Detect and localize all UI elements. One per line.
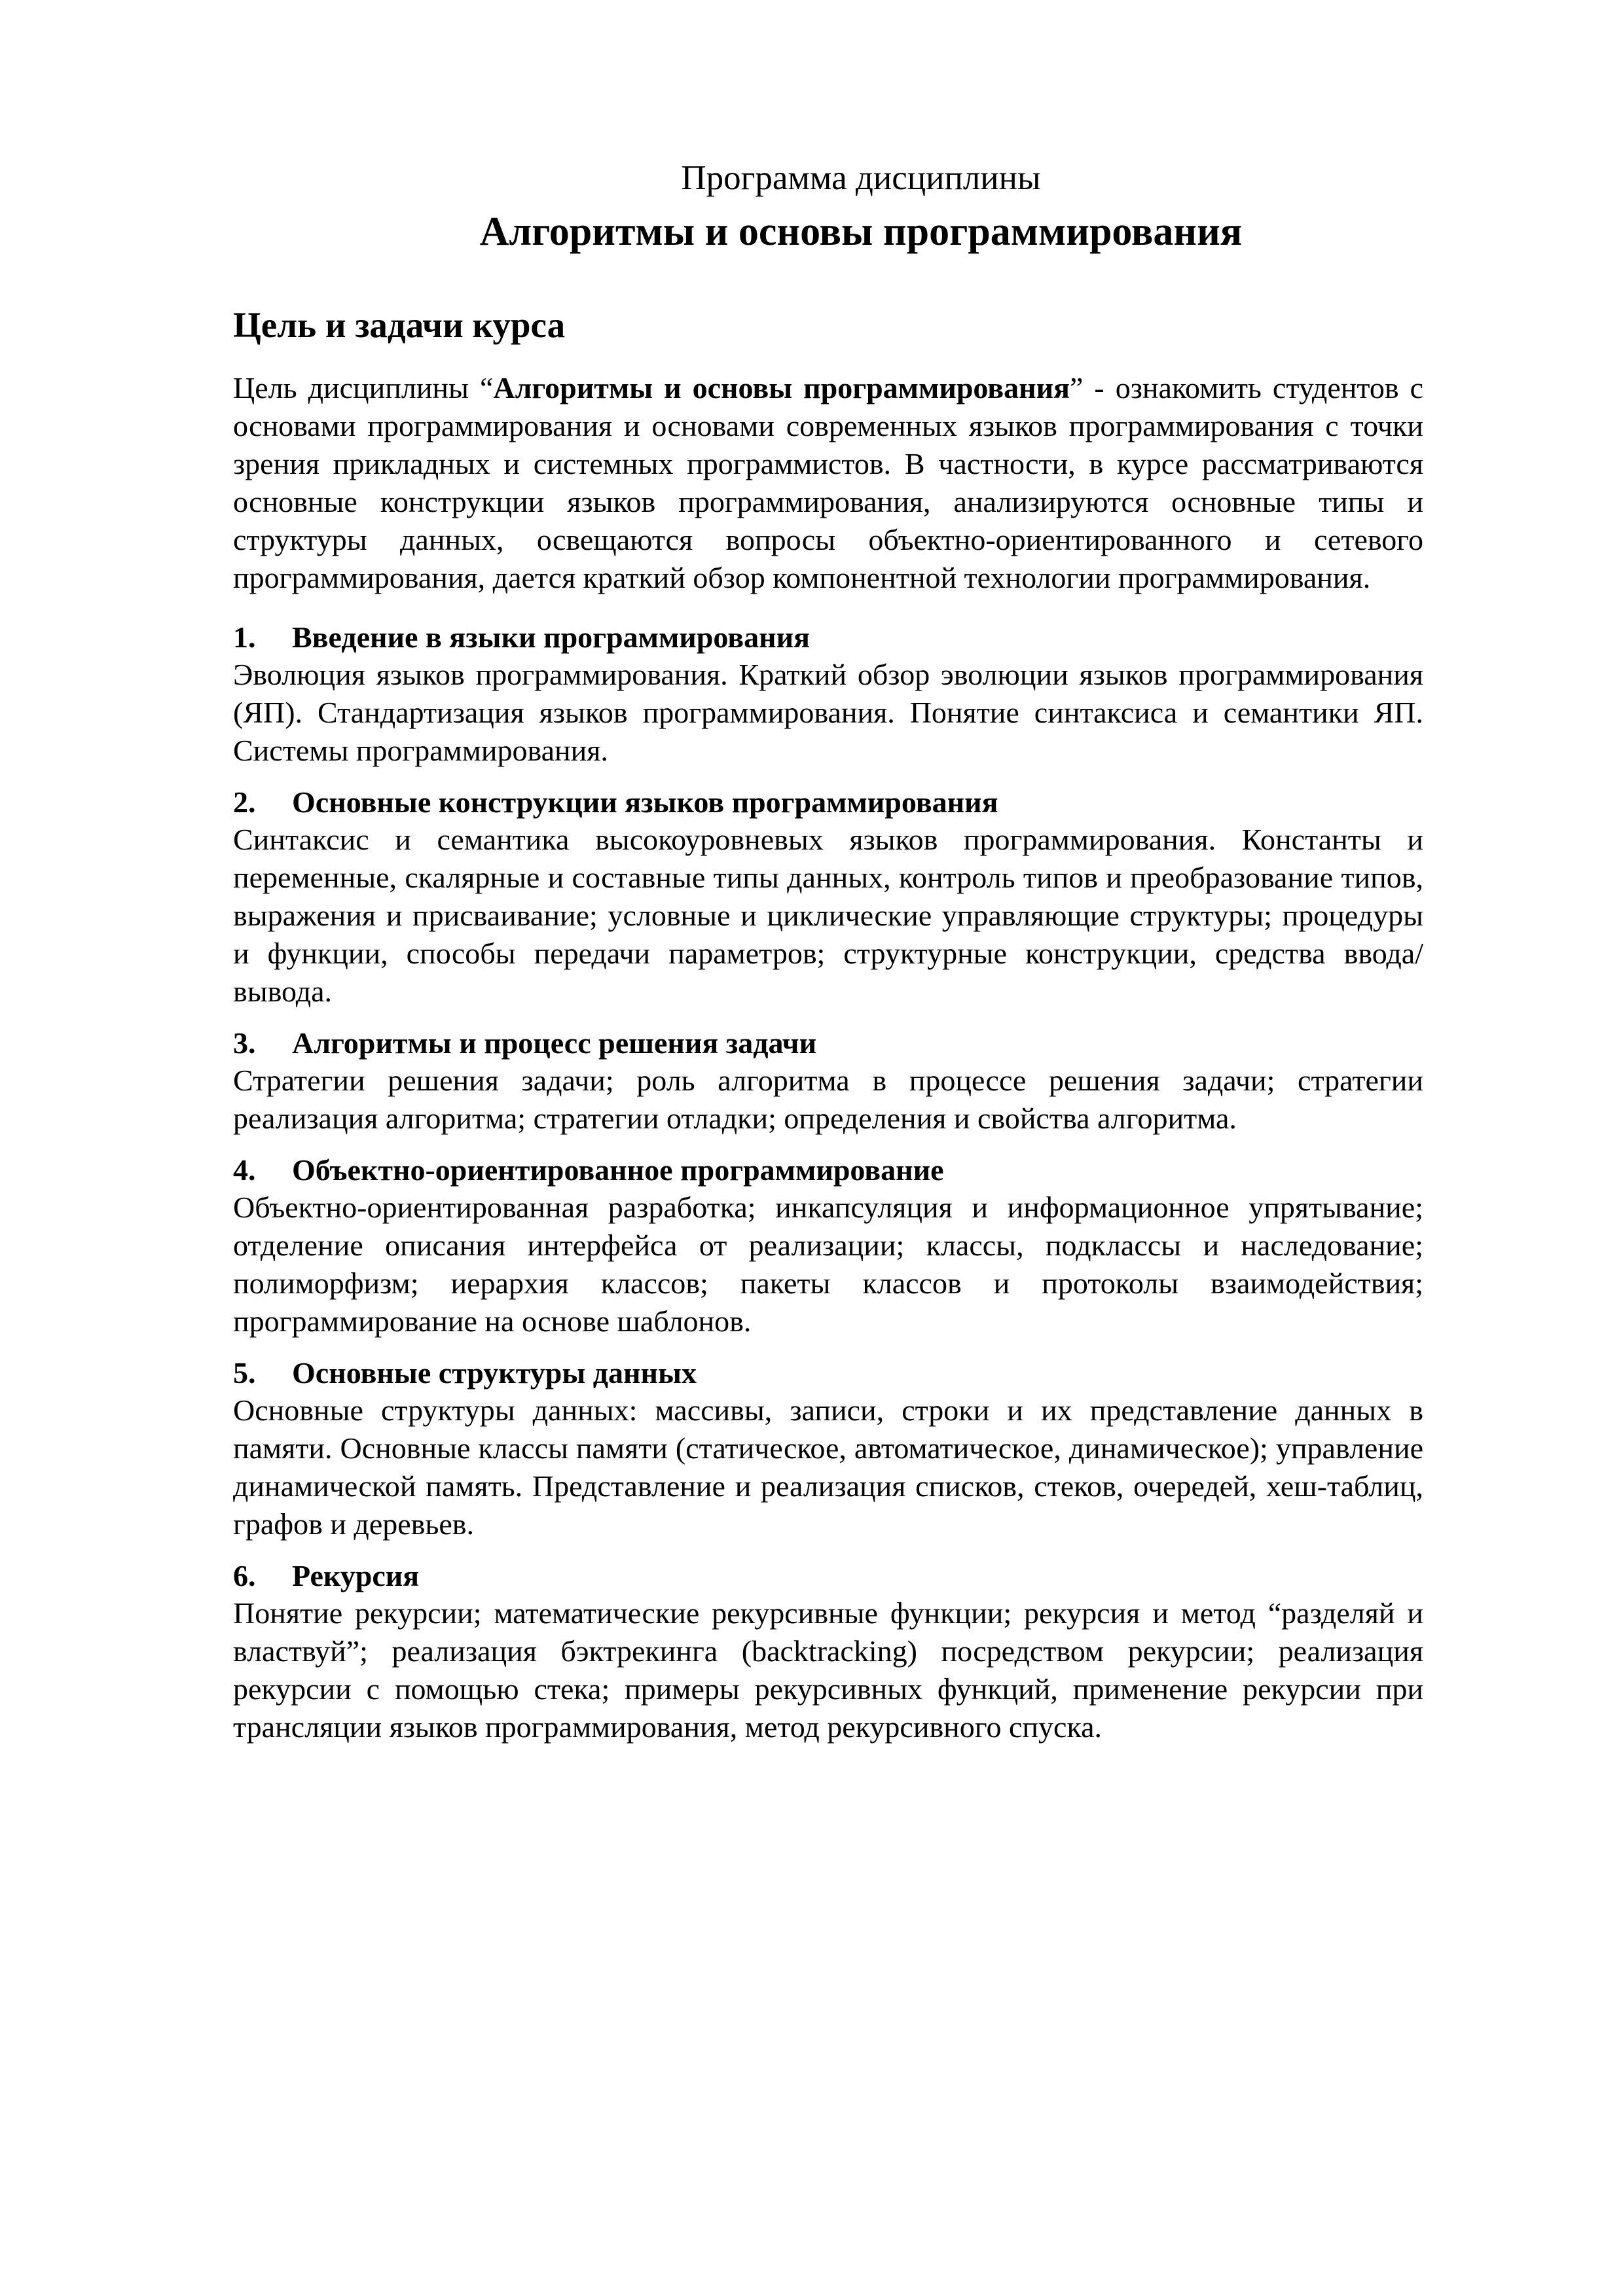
document-title: Алгоритмы и основы программирования <box>479 209 1243 254</box>
section-title: Рекурсия <box>292 1559 420 1592</box>
section-body: Понятие рекурсии; математические рекурсивные функции; рекурсия и метод “разделяй и властвуй”; реализация бэктрекинга (backtracking) посредством рекурсии; реализация рекурсии с помощью стека; примеры рекурсивных функций, применение рекурсии при трансляции языков программирования, метод рекурсивного спуска. <box>233 1596 1423 1744</box>
section-number: 2. <box>233 785 256 819</box>
intro-heading: Цель и задачи курса <box>233 305 566 345</box>
section-3 <box>233 1025 1423 1138</box>
section-title: Основные конструкции языков программирования <box>292 785 998 819</box>
section-body: Эволюция языков программирования. Краткий обзор эволюции языков программирования (ЯП). Стандартизация языков программирования. Понятие синтаксиса и семантики ЯП. Системы программирования. <box>233 658 1423 767</box>
section-4 <box>233 1152 1423 1340</box>
sections-list <box>233 619 1423 1746</box>
section-number: 5. <box>233 1356 256 1390</box>
section-heading <box>233 1025 1423 1062</box>
section-6 <box>233 1558 1423 1746</box>
section-5 <box>233 1355 1423 1543</box>
section-body: Основные структуры данных: массивы, записи, строки и их представление данных в памяти. Основные классы памяти (статическое, автоматическое, динамическое); управление динамической память. Представление и реализация списков, стеков, очередей, хеш-таблиц, графов и деревьев. <box>233 1393 1423 1541</box>
section-title: Алгоритмы и процесс решения задачи <box>292 1026 817 1060</box>
section-number: 6. <box>233 1559 256 1592</box>
intro-text-after: ” - ознакомить студентов с основами программирования и основами современных языков программирования с точки зрения прикладных и системных программистов. В частности, в курсе рассматриваются основные конструкции языков программирования, анализируются основные типы и структуры данных, освещаются вопросы объектно-ориентированного и сетевого программирования, дается краткий обзор компонентной технологии программирования. <box>233 371 1423 594</box>
section-1 <box>233 619 1423 770</box>
section-title: Основные структуры данных <box>292 1356 697 1390</box>
document-header <box>233 154 1423 259</box>
section-body: Синтаксис и семантика высокоуровневых языков программирования. Константы и переменные, скалярные и составные типы данных, контроль типов и преобразование типов, выражения и присваивание; условные и циклические управляющие структуры; процедуры и функции, способы передачи параметров; структурные конструкции, средства ввода/вывода. <box>233 823 1423 1008</box>
section-heading <box>233 619 1423 656</box>
section-body: Стратегии решения задачи; роль алгоритма в процессе решения задачи; стратегии реализация алгоритма; стратегии отладки; определения и свойства алгоритма. <box>233 1064 1423 1135</box>
intro-paragraph <box>233 369 1423 597</box>
section-title: Введение в языки программирования <box>292 620 810 654</box>
section-heading <box>233 784 1423 821</box>
section-number: 3. <box>233 1026 256 1060</box>
section-heading <box>233 1558 1423 1594</box>
section-heading <box>233 1355 1423 1391</box>
section-body: Объектно-ориентированная разработка; инкапсуляция и информационное упрятывание; отделение описания интерфейса от реализации; классы, подклассы и наследование; полиморфизм; иерархия классов; пакеты классов и протоколы взаимодействия; программирование на основе шаблонов. <box>233 1191 1423 1338</box>
section-number: 1. <box>233 620 256 654</box>
section-title: Объектно-ориентированное программирование <box>292 1153 944 1187</box>
section-2 <box>233 784 1423 1011</box>
section-heading <box>233 1152 1423 1189</box>
section-number: 4. <box>233 1153 256 1187</box>
intro-text-bold: Алгоритмы и основы программирования <box>493 371 1070 404</box>
intro-text-before: Цель дисциплины “ <box>233 371 494 404</box>
document-subtitle: Программа дисциплины <box>681 159 1041 197</box>
document-page <box>233 154 1423 1761</box>
